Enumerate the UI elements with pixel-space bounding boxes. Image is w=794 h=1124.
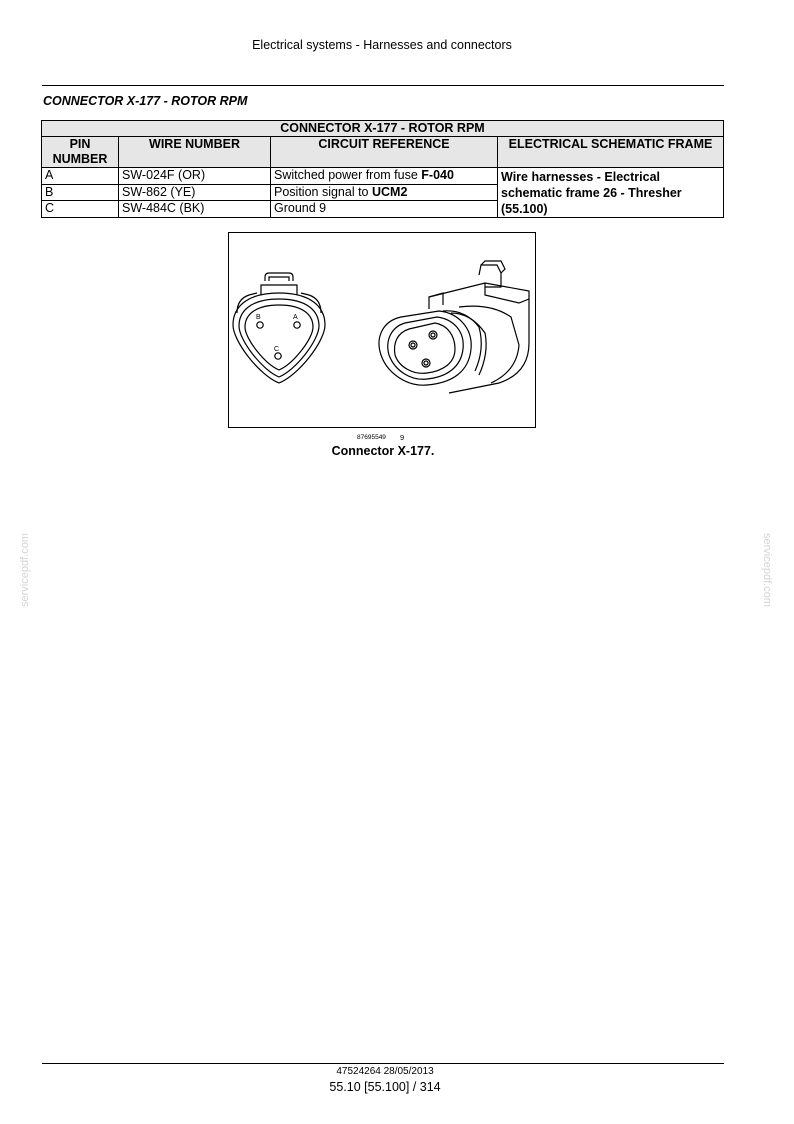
wire-cell: SW-024F (OR) [119,168,271,185]
circuit-cell [271,168,498,185]
circuit-text: Ground 9 [274,201,327,216]
section-title: CONNECTOR X-177 - ROTOR RPM [43,94,248,108]
header-circuit-reference: CIRCUIT REFERENCE [271,137,498,168]
pin-cell: B [42,184,119,201]
header-wire-number: WIRE NUMBER [119,137,271,168]
figure-caption: Connector X-177. [331,444,435,458]
footer-document-reference: 47524264 28/05/2013 [336,1066,434,1077]
connector-figure [228,232,536,428]
connector-drawing [229,233,535,427]
circuit-text: Switched power from fuse [274,168,422,182]
page-header-title: Electrical systems - Harnesses and connectors [252,38,512,52]
footer-divider [42,1063,724,1064]
circuit-text: Position signal to [274,184,372,199]
table-row [42,168,724,185]
schematic-frame-cell: Wire harnesses - Electrical schematic frame 26 - Thresher (55.100) [498,168,724,218]
table-caption-row [42,121,724,137]
pin-label-b: B [256,314,261,321]
header-schematic-frame: ELECTRICAL SCHEMATIC FRAME [498,137,724,168]
pin-cell: A [42,168,119,185]
wire-cell: SW-862 (YE) [119,184,271,201]
header-pin-number: PIN NUMBER [42,137,119,168]
figure-image-code: 87695549 [357,434,386,441]
connector-perspective-view [379,261,529,393]
pin-cell: C [42,201,119,218]
pin-label-c: C [274,346,280,353]
footer-page-reference: 55.10 [55.100] / 314 [329,1080,441,1094]
circuit-cell [271,184,498,201]
circuit-ref: F-040 [421,168,454,182]
connector-front-view [233,273,325,383]
table-caption: CONNECTOR X-177 - ROTOR RPM [42,121,724,137]
figure-number: 9 [400,433,405,442]
header-divider [42,85,724,86]
connector-table [41,120,724,218]
watermark-left: servicepdf.com [19,533,31,607]
table-header-row [42,137,724,168]
circuit-ref: UCM2 [371,184,408,199]
circuit-cell [271,201,498,218]
wire-cell: SW-484C (BK) [119,201,271,218]
pin-label-a: A [293,314,298,321]
watermark-right: servicepdf.com [761,533,773,607]
